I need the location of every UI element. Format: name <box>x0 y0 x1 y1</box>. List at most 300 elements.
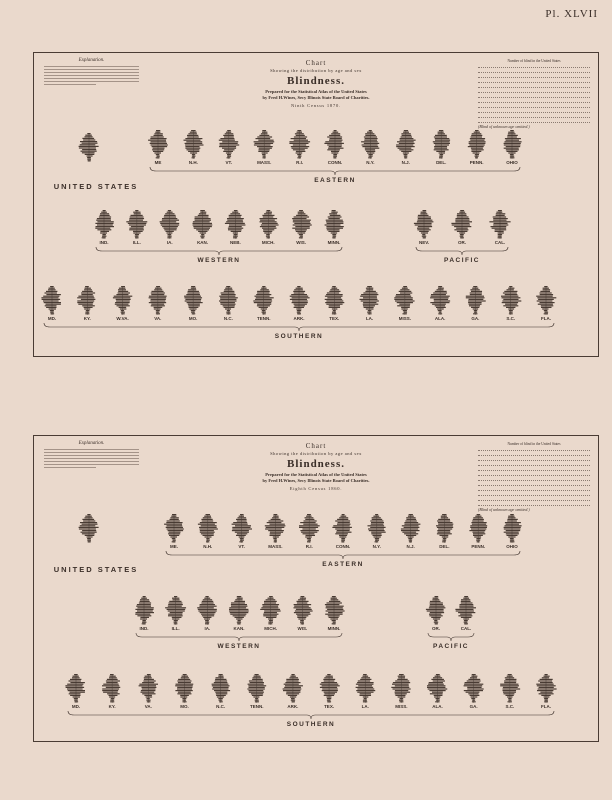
bar-male <box>460 234 462 235</box>
bar-female <box>377 522 384 523</box>
bar-female <box>475 302 481 303</box>
bar-male <box>268 618 271 619</box>
bar-female <box>466 599 470 600</box>
bar-female <box>329 688 338 689</box>
bar-female <box>401 677 405 678</box>
bar-female <box>293 690 301 691</box>
bar-male <box>296 288 299 289</box>
bar-male <box>198 609 208 610</box>
state-label: KAN. <box>197 240 209 245</box>
bar-male <box>297 286 299 287</box>
bar-male <box>255 701 257 702</box>
bar-male <box>510 154 512 155</box>
bar-male <box>184 140 194 141</box>
bar-female <box>264 286 266 287</box>
bar-male <box>155 288 158 289</box>
bar-female <box>207 607 214 608</box>
bar-male <box>366 308 370 309</box>
bar-male <box>441 516 445 517</box>
bar-female <box>478 519 484 520</box>
bar-male <box>419 231 424 232</box>
bar-female <box>203 223 212 224</box>
bar-female <box>462 216 469 217</box>
bar-female <box>158 292 165 293</box>
bar-female <box>335 141 342 142</box>
bar-male <box>82 138 89 139</box>
bar-male <box>218 676 220 677</box>
bar-female <box>207 598 210 599</box>
bar-female <box>52 297 59 298</box>
bar-female <box>546 687 554 688</box>
bar-female <box>207 602 213 603</box>
bar-female <box>405 310 407 311</box>
bar-female <box>475 310 477 311</box>
bar-female <box>424 229 431 230</box>
bar-female <box>377 535 382 536</box>
bar-female <box>377 525 384 526</box>
bar-male <box>364 140 370 141</box>
state-label: N.Y. <box>366 160 375 165</box>
bar-female <box>370 300 379 301</box>
bar-male <box>191 130 193 131</box>
bar-male <box>475 157 477 158</box>
bar-male <box>50 312 52 313</box>
bar-female <box>466 598 469 599</box>
bar-female <box>424 220 432 221</box>
bar-female <box>158 154 159 155</box>
bar-male <box>471 148 477 149</box>
bar-female <box>411 540 413 541</box>
bar-male <box>364 307 370 308</box>
region-label: EASTERN <box>314 177 356 184</box>
bar-male <box>338 522 344 523</box>
bar-male <box>417 229 424 230</box>
bar-male <box>235 599 239 600</box>
bar-female <box>370 294 379 295</box>
bar-female <box>203 216 209 217</box>
bar-female <box>474 692 480 693</box>
bar-male <box>85 288 88 289</box>
bar-male <box>135 234 137 235</box>
bar-male <box>436 151 441 152</box>
bar-female <box>546 308 549 309</box>
bar-female <box>104 236 106 237</box>
bar-female <box>466 614 472 615</box>
bar-female <box>89 147 96 148</box>
state-label: CAL. <box>494 240 506 245</box>
state-label: W.VA. <box>116 316 129 321</box>
bar-male <box>294 307 299 308</box>
bar-male <box>129 224 137 225</box>
bar-male <box>508 132 512 133</box>
bar-female <box>144 596 146 597</box>
bar-male <box>418 215 424 216</box>
bar-male <box>435 623 436 624</box>
bar-male <box>284 687 293 688</box>
bar-female <box>268 221 276 222</box>
bar-male <box>260 220 268 221</box>
bar-male <box>366 289 369 290</box>
bar-female <box>268 234 270 235</box>
bar-female <box>370 152 374 153</box>
bar-male <box>296 215 301 216</box>
bar-male <box>399 149 406 150</box>
bar-male <box>434 620 436 621</box>
bar-female <box>207 617 211 618</box>
bar-male <box>45 305 52 306</box>
bar-female <box>293 674 295 675</box>
bar-female <box>546 302 555 303</box>
bar-male <box>46 307 52 308</box>
bar-male <box>200 528 208 529</box>
bar-female <box>370 136 377 137</box>
bar-female <box>87 299 95 300</box>
bar-male <box>185 143 194 144</box>
bar-male <box>400 701 402 702</box>
bar-male <box>202 520 208 521</box>
bar-female <box>500 223 508 224</box>
bar-female <box>264 299 272 300</box>
bar-female <box>271 610 281 611</box>
bar-female <box>221 679 227 680</box>
bar-male <box>363 304 370 305</box>
bar-female <box>203 237 205 238</box>
bar-male <box>151 144 158 145</box>
bar-male <box>194 228 203 229</box>
bar-male <box>185 144 193 145</box>
bar-male <box>498 234 500 235</box>
bar-male <box>326 607 334 608</box>
bar-female <box>158 304 164 305</box>
pyramid-penn <box>468 130 486 159</box>
bar-female <box>365 696 368 697</box>
bar-female <box>87 300 94 301</box>
bar-female <box>89 533 95 534</box>
region-label: WESTERN <box>197 257 241 264</box>
bar-female <box>239 606 247 607</box>
bar-male <box>539 693 546 694</box>
bar-female <box>242 528 252 529</box>
bar-male <box>300 236 301 237</box>
bar-male <box>335 533 343 534</box>
bar-male <box>294 140 300 141</box>
bar-female <box>436 601 441 602</box>
bar-male <box>404 533 411 534</box>
bar-female <box>228 288 232 289</box>
state-label: MICH. <box>261 240 275 245</box>
bar-male <box>283 690 293 691</box>
bar-male <box>361 300 370 301</box>
bar-female <box>112 685 119 686</box>
bar-male <box>363 297 370 298</box>
bar-male <box>157 156 159 157</box>
bar-female <box>475 291 482 292</box>
bar-female <box>512 157 514 158</box>
bar-female <box>462 212 465 213</box>
bar-male <box>468 302 475 303</box>
bar-female <box>293 687 301 688</box>
bar-male <box>79 147 89 148</box>
bar-male <box>106 682 112 683</box>
bar-male <box>399 700 401 701</box>
bar-male <box>140 599 144 600</box>
bar-male <box>133 232 137 233</box>
bar-male <box>189 307 194 308</box>
bar-male <box>151 294 158 295</box>
bar-male <box>128 223 137 224</box>
bar-male <box>495 229 500 230</box>
bar-male <box>537 690 546 691</box>
bar-female <box>546 674 548 675</box>
bar-male <box>426 609 436 610</box>
bar-male <box>366 151 370 152</box>
bar-male <box>324 143 335 144</box>
bar-male <box>406 535 411 536</box>
bar-female <box>229 151 233 152</box>
bar-male <box>291 698 293 699</box>
bar-female <box>477 154 479 155</box>
bar-female <box>546 685 556 686</box>
bar-male <box>259 135 264 136</box>
pyramid-sc <box>501 286 521 315</box>
bar-male <box>185 138 193 139</box>
bar-male <box>498 236 500 237</box>
bar-female <box>546 292 552 293</box>
bar-male <box>370 520 377 521</box>
bar-female <box>300 144 307 145</box>
bar-female <box>511 313 513 314</box>
bar-female <box>203 215 209 216</box>
bar-female <box>334 308 337 309</box>
bar-male <box>508 516 512 517</box>
bar-female <box>436 618 440 619</box>
bar-female <box>436 617 441 618</box>
bar-female <box>329 687 337 688</box>
bar-female <box>500 236 502 237</box>
bar-female <box>444 532 450 533</box>
bar-female <box>424 213 427 214</box>
bar-female <box>512 514 514 515</box>
bar-female <box>546 299 554 300</box>
bar-female <box>302 612 310 613</box>
bar-female <box>401 676 405 677</box>
bar-female <box>405 307 410 308</box>
bar-female <box>335 148 344 149</box>
bar-male <box>368 525 377 526</box>
pyramid-united-states <box>79 133 99 162</box>
bar-male <box>440 535 445 536</box>
bar-male <box>427 610 436 611</box>
state-label: TENN. <box>256 316 271 321</box>
bar-female <box>144 618 147 619</box>
bar-male <box>296 231 301 232</box>
bar-female <box>158 148 165 149</box>
bar-male <box>233 232 236 233</box>
bar-female <box>511 299 519 300</box>
bar-female <box>510 676 513 677</box>
bar-female <box>440 313 442 314</box>
bar-female <box>334 615 340 616</box>
bar-female <box>137 215 143 216</box>
bar-female <box>104 210 106 211</box>
bar-male <box>403 313 405 314</box>
bar-female <box>158 133 163 134</box>
bar-female <box>302 604 311 605</box>
bar-male <box>461 602 466 603</box>
bar-male <box>473 519 478 520</box>
bar-female <box>158 294 164 295</box>
bar-female <box>329 685 340 686</box>
bar-female <box>477 144 485 145</box>
bar-male <box>327 149 335 150</box>
pyramid-nc <box>212 674 231 703</box>
bar-male <box>206 541 208 542</box>
bar-male <box>289 141 299 142</box>
bar-female <box>264 294 272 295</box>
bar-male <box>337 519 343 520</box>
bar-female <box>293 685 303 686</box>
bar-female <box>301 231 306 232</box>
bar-male <box>103 692 112 693</box>
bar-female <box>406 144 414 145</box>
bar-female <box>438 700 440 701</box>
bar-male <box>205 623 207 624</box>
bar-male <box>286 680 293 681</box>
bar-male <box>254 144 264 145</box>
bar-female <box>441 135 447 136</box>
pyramid-mo <box>184 286 203 315</box>
bar-male <box>145 676 149 677</box>
bar-male <box>372 519 377 520</box>
bar-male <box>294 304 299 305</box>
state-label: N.C. <box>223 316 233 321</box>
bar-female <box>193 312 195 313</box>
bar-female <box>170 218 178 219</box>
bar-male <box>254 141 265 142</box>
bar-female <box>406 130 408 131</box>
bar-male <box>87 514 89 515</box>
bar-female <box>271 602 276 603</box>
bar-female <box>148 674 150 675</box>
bar-female <box>235 231 241 232</box>
bar-female <box>546 296 553 297</box>
bar-female <box>184 687 192 688</box>
bar-male <box>333 310 335 311</box>
bar-male <box>201 602 207 603</box>
bar-female <box>89 517 93 518</box>
bar-male <box>507 676 510 677</box>
bar-female <box>299 300 308 301</box>
bar-female <box>478 524 486 525</box>
bar-male <box>298 156 300 157</box>
bar-male <box>469 305 475 306</box>
bar-female <box>89 141 97 142</box>
chart-label: Chart <box>305 442 327 450</box>
bar-female <box>377 514 378 515</box>
bar-male <box>205 620 207 621</box>
bar-female <box>112 693 120 694</box>
bar-female <box>89 541 91 542</box>
bar-male <box>540 294 546 295</box>
bar-male <box>165 213 170 214</box>
bar-male <box>270 533 276 534</box>
bar-male <box>226 312 228 313</box>
bar-female <box>235 234 237 235</box>
bar-female <box>334 598 337 599</box>
bar-male <box>206 514 208 515</box>
bar-male <box>229 607 239 608</box>
bar-female <box>228 308 231 309</box>
bar-female <box>309 519 314 520</box>
bar-female <box>370 141 377 142</box>
bar-male <box>82 305 87 306</box>
bar-male <box>237 533 242 534</box>
bar-male <box>436 698 438 699</box>
bar-female <box>300 140 308 141</box>
bar-male <box>504 680 510 681</box>
bar-male <box>435 305 440 306</box>
bar-female <box>264 146 273 147</box>
bar-female <box>299 302 308 303</box>
bar-male <box>264 232 268 233</box>
bar-female <box>546 294 553 295</box>
bar-male <box>118 289 123 290</box>
bar-female <box>76 693 81 694</box>
bar-female <box>406 133 411 134</box>
bar-male <box>184 296 193 297</box>
bar-male <box>331 151 335 152</box>
bar-male <box>294 612 302 613</box>
bar-male <box>543 289 546 290</box>
bar-male <box>297 617 302 618</box>
bar-male <box>325 614 334 615</box>
bar-male <box>375 541 377 542</box>
bar-female <box>405 297 413 298</box>
bar-male <box>395 680 401 681</box>
bar-female <box>264 149 270 150</box>
bar-female <box>208 532 215 533</box>
bar-male <box>169 532 174 533</box>
bar-female <box>184 679 190 680</box>
bar-male <box>299 527 309 528</box>
bar-male <box>164 228 170 229</box>
bar-female <box>466 596 468 597</box>
bar-female <box>207 604 215 605</box>
bar-female <box>158 299 166 300</box>
bar-female <box>299 286 301 287</box>
bar-male <box>264 612 271 613</box>
bar-female <box>271 601 277 602</box>
bar-male <box>500 685 510 686</box>
bar-male <box>67 684 76 685</box>
bar-female <box>275 527 284 528</box>
bar-female <box>329 698 331 699</box>
bar-male <box>438 288 440 289</box>
bar-female <box>89 525 95 526</box>
bar-male <box>438 310 440 311</box>
bar-male <box>239 516 242 517</box>
bar-male <box>205 596 207 597</box>
bar-male <box>200 236 202 237</box>
bar-female <box>343 527 352 528</box>
bar-female <box>370 302 377 303</box>
bar-female <box>148 680 155 681</box>
bar-male <box>151 299 158 300</box>
bar-female <box>441 157 442 158</box>
bar-male <box>458 615 466 616</box>
region-label: SOUTHERN <box>274 333 324 340</box>
state-label: IND. <box>139 626 149 631</box>
